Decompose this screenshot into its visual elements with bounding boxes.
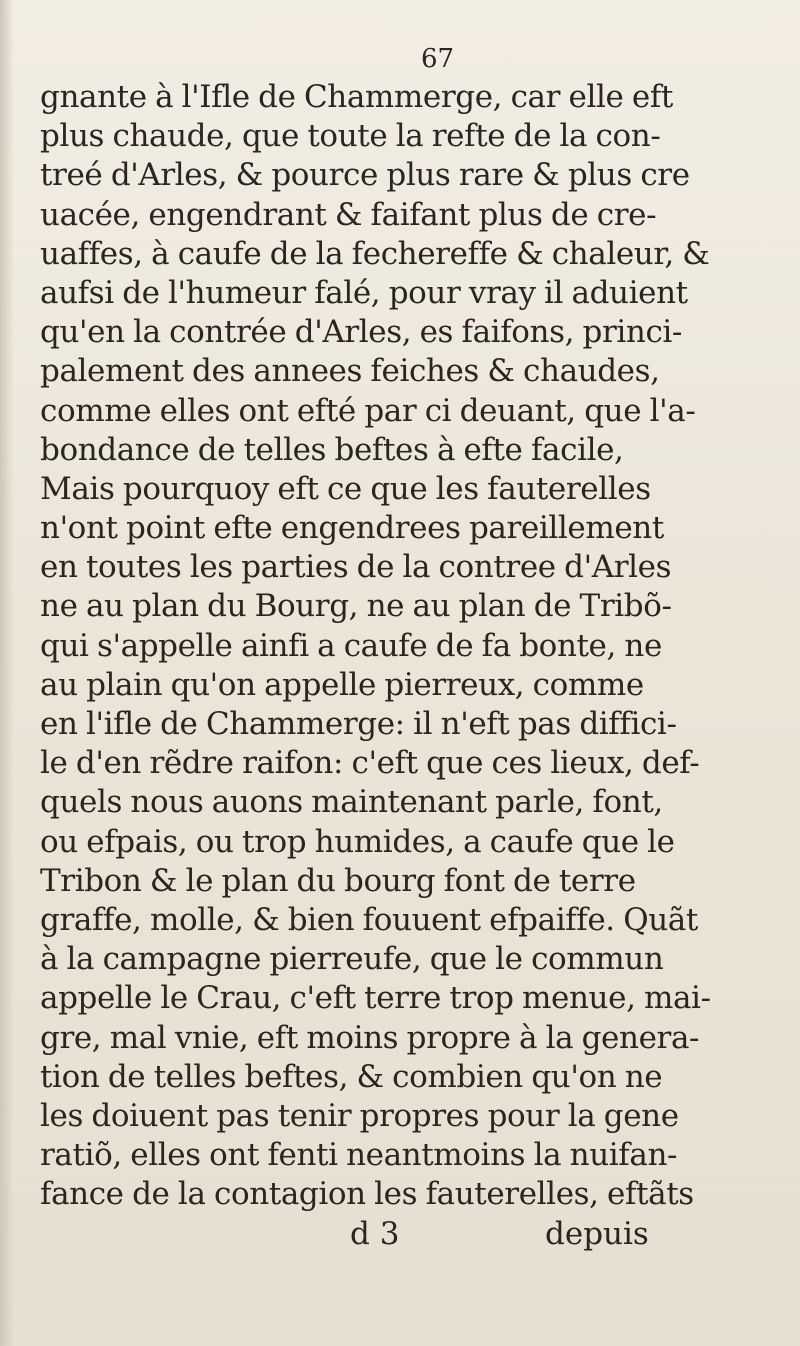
text-line: Tribon & le plan du bourg font de terre <box>40 862 636 899</box>
text-line: n'ont point efte engendrees pareillement <box>40 510 664 547</box>
text-line: bondance de telles beftes à efte facile, <box>40 431 624 468</box>
text-line: uacée, engendrant & faifant plus de cre- <box>40 196 657 233</box>
text-block <box>40 40 775 1254</box>
text-line: en l'ifle de Chammerge: il n'eft pas diffici- <box>40 706 677 742</box>
text-line: ne au plan du Bourg, ne au plan de Tribõ- <box>40 588 672 625</box>
text-line: gre, mal vnie, eft moins propre à la genera- <box>40 1019 700 1056</box>
text-line: ratiõ, elles ont fenti neantmoins la nuifan- <box>40 1137 678 1174</box>
text-line: treé d'Arles, & pource plus rare & plus cre <box>40 157 690 194</box>
signature-mark: d 3 <box>350 1216 400 1253</box>
text-line: quels nous auons maintenant parle, font, <box>40 784 663 821</box>
text-line: qu'en la contrée d'Arles, es faifons, princi- <box>40 314 683 351</box>
text-line: en toutes les parties de la contree d'Arles <box>40 549 672 586</box>
text-line: à la campagne pierreufe, que le commun <box>40 941 664 978</box>
text-line: uaffes, à caufe de la fechereffe & chaleur, & <box>40 235 710 272</box>
text-line: ou efpais, ou trop humides, a caufe que le <box>40 823 675 860</box>
text-line: Mais pourquoy eft ce que les fauterelles <box>40 470 651 507</box>
body-text <box>40 78 775 1214</box>
text-line: appelle le Crau, c'eft terre trop menue, mai- <box>40 980 711 1017</box>
text-line: au plain qu'on appelle pierreux, comme <box>40 666 644 703</box>
text-line: tion de telles beftes, & combien qu'on ne <box>40 1058 663 1095</box>
text-line: comme elles ont efté par ci deuant, que l'a- <box>40 392 696 429</box>
text-line: les doiuent pas tenir propres pour la gene <box>40 1097 679 1134</box>
catchword: depuis <box>545 1216 649 1253</box>
text-line: aufsi de l'humeur falé, pour vray il aduient <box>40 274 688 311</box>
page-edge-shadow <box>0 0 14 1346</box>
text-line: graffe, molle, & bien fouuent efpaiffe. Quãt <box>40 901 698 938</box>
text-line: palement des annees feiches & chaudes, <box>40 353 660 390</box>
page-footer <box>40 1214 775 1254</box>
text-line: qui s'appelle ainfi a caufe de fa bonte, ne <box>40 627 662 664</box>
text-line: le d'en rẽdre raifon: c'eft que ces lieux, def- <box>40 745 700 782</box>
text-line: plus chaude, que toute la refte de la con- <box>40 118 661 155</box>
text-line: gnante à l'Ifle de Chammerge, car elle eft <box>40 79 673 115</box>
page-number: 67 <box>420 44 455 74</box>
text-line: fance de la contagion les fauterelles, eftãts <box>40 1176 694 1213</box>
